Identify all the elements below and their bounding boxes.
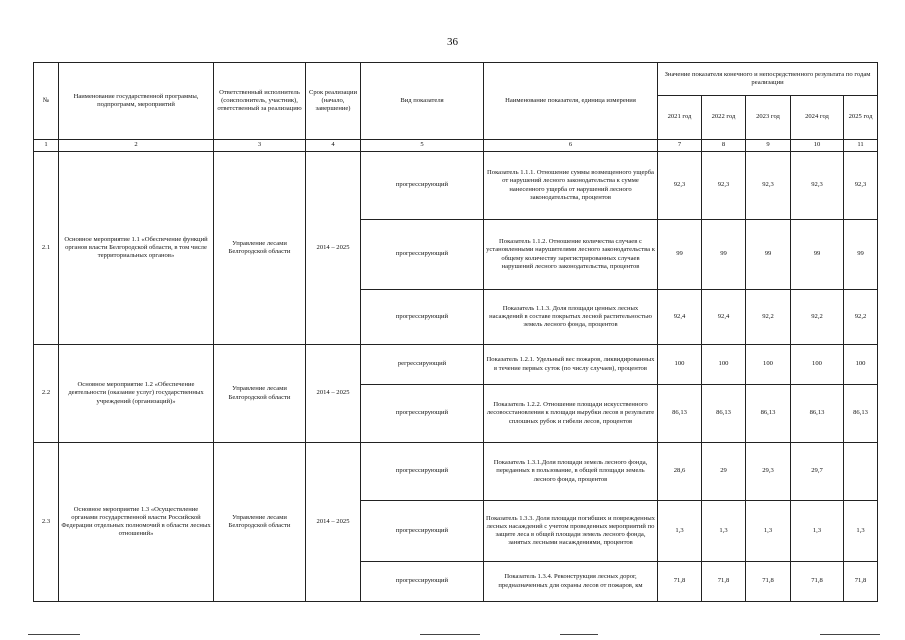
header-values-group: Значение показателя конечного и непосредственного результата по годам реализации <box>658 63 878 96</box>
value-2023: 92,2 <box>746 290 791 345</box>
header-type: Вид показателя <box>361 63 484 140</box>
indicator-name: Показатель 1.2.1. Удельный вес пожаров, ликвидированных в течение первых суток (по числу случаев), процентов <box>484 345 658 385</box>
indicator-type: прогрессирующий <box>361 385 484 443</box>
executor: Управление лесами Белгородской области <box>214 345 306 443</box>
table-row <box>34 443 878 501</box>
indicator-name: Показатель 1.3.3. Доля площади погибших и поврежденных лесных насаждений с учетом проведенных мероприятий по защите леса в общей площади земель лесного фонда, занятых лесными насаждениями, процентов <box>484 501 658 562</box>
value-2025: 92,3 <box>844 152 878 220</box>
column-number: 11 <box>844 140 878 152</box>
value-2024: 71,8 <box>791 562 844 602</box>
footer-rule <box>28 634 80 635</box>
value-2025: 100 <box>844 345 878 385</box>
value-2023: 99 <box>746 220 791 290</box>
header-program: Наименование государственной программы, подпрограмм, мероприятий <box>59 63 214 140</box>
value-2022: 71,8 <box>702 562 746 602</box>
header-indicator: Наименование показателя, единица измерения <box>484 63 658 140</box>
value-2024: 100 <box>791 345 844 385</box>
value-2025: 92,2 <box>844 290 878 345</box>
value-2024: 29,7 <box>791 443 844 501</box>
value-2025 <box>844 443 878 501</box>
value-2024: 86,13 <box>791 385 844 443</box>
footer-rule <box>420 634 480 635</box>
value-2022: 1,3 <box>702 501 746 562</box>
indicator-type: регрессирующий <box>361 345 484 385</box>
indicator-name: Показатель 1.1.3. Доля площади ценных лесных насаждений в составе покрытых лесной растительностью земель лесного фонда, процентов <box>484 290 658 345</box>
value-2022: 92,4 <box>702 290 746 345</box>
value-2023: 29,3 <box>746 443 791 501</box>
column-number: 2 <box>59 140 214 152</box>
value-2021: 86,13 <box>658 385 702 443</box>
column-number: 1 <box>34 140 59 152</box>
activity-name: Основное мероприятие 1.2 «Обеспечение деятельности (оказание услуг) государственных учреждений (организаций)» <box>59 345 214 443</box>
column-number: 3 <box>214 140 306 152</box>
table-row <box>34 345 878 385</box>
row-number: 2.3 <box>34 443 59 602</box>
value-2022: 29 <box>702 443 746 501</box>
header-year: 2023 год <box>746 96 791 140</box>
header-term: Срок реализации (начало, завершение) <box>306 63 361 140</box>
indicator-type: прогрессирующий <box>361 562 484 602</box>
header-row-1 <box>34 63 878 96</box>
value-2022: 99 <box>702 220 746 290</box>
row-number: 2.2 <box>34 345 59 443</box>
executor: Управление лесами Белгородской области <box>214 443 306 602</box>
value-2021: 100 <box>658 345 702 385</box>
value-2023: 86,13 <box>746 385 791 443</box>
indicator-type: прогрессирующий <box>361 220 484 290</box>
value-2025: 1,3 <box>844 501 878 562</box>
column-number-row <box>34 140 878 152</box>
value-2023: 92,3 <box>746 152 791 220</box>
value-2021: 92,3 <box>658 152 702 220</box>
value-2024: 1,3 <box>791 501 844 562</box>
header-executor: Ответственный исполнитель (соисполнитель, участник), ответственный за реализацию <box>214 63 306 140</box>
indicator-name: Показатель 1.3.4. Реконструкция лесных дорог, предназначенных для охраны лесов от пожаров, км <box>484 562 658 602</box>
header-year: 2022 год <box>702 96 746 140</box>
indicator-type: прогрессирующий <box>361 501 484 562</box>
table-row <box>34 152 878 220</box>
value-2021: 92,4 <box>658 290 702 345</box>
program-indicators-table <box>33 62 878 602</box>
column-number: 10 <box>791 140 844 152</box>
footer-rule <box>560 634 598 635</box>
indicator-name: Показатель 1.1.1. Отношение суммы возмещенного ущерба от нарушений лесного законодательства к сумме нанесенного ущерба от нарушений лесного законодательства, процентов <box>484 152 658 220</box>
column-number: 6 <box>484 140 658 152</box>
value-2021: 99 <box>658 220 702 290</box>
header-year: 2021 год <box>658 96 702 140</box>
executor: Управление лесами Белгородской области <box>214 152 306 345</box>
term: 2014 – 2025 <box>306 443 361 602</box>
term: 2014 – 2025 <box>306 152 361 345</box>
value-2021: 71,8 <box>658 562 702 602</box>
page-number: 36 <box>447 36 458 48</box>
value-2025: 71,8 <box>844 562 878 602</box>
indicator-type: прогрессирующий <box>361 443 484 501</box>
value-2021: 28,6 <box>658 443 702 501</box>
value-2024: 92,3 <box>791 152 844 220</box>
value-2022: 100 <box>702 345 746 385</box>
indicator-type: прогрессирующий <box>361 152 484 220</box>
term: 2014 – 2025 <box>306 345 361 443</box>
column-number: 4 <box>306 140 361 152</box>
value-2024: 99 <box>791 220 844 290</box>
value-2025: 86,13 <box>844 385 878 443</box>
row-number: 2.1 <box>34 152 59 345</box>
value-2024: 92,2 <box>791 290 844 345</box>
header-year: 2025 год <box>844 96 878 140</box>
column-number: 7 <box>658 140 702 152</box>
value-2023: 100 <box>746 345 791 385</box>
column-number: 8 <box>702 140 746 152</box>
header-year: 2024 год <box>791 96 844 140</box>
value-2023: 71,8 <box>746 562 791 602</box>
value-2021: 1,3 <box>658 501 702 562</box>
indicator-name: Показатель 1.1.2. Отношение количества случаев с установленными нарушителями лесного законодательства к общему количеству зарегистрированных случаев нарушений лесного законодательства, процентов <box>484 220 658 290</box>
column-number: 9 <box>746 140 791 152</box>
footer-rule <box>820 634 880 635</box>
header-num: № <box>34 63 59 140</box>
activity-name: Основное мероприятие 1.3 «Осуществление органами государственной власти Российской Федерации отдельных полномочий в области лесных отношений» <box>59 443 214 602</box>
value-2023: 1,3 <box>746 501 791 562</box>
activity-name: Основное мероприятие 1.1 «Обеспечение функций органов власти Белгородской области, в том числе территориальных органов» <box>59 152 214 345</box>
indicator-name: Показатель 1.3.1.Доля площади земель лесного фонда, переданных в пользование, в общей площади земель лесного фонда, процентов <box>484 443 658 501</box>
indicator-type: прогрессирующий <box>361 290 484 345</box>
indicator-name: Показатель 1.2.2. Отношение площади искусственного лесовосстановления к площади вырубки лесов в результате сплошных рубок и гибели лесов, процентов <box>484 385 658 443</box>
column-number: 5 <box>361 140 484 152</box>
value-2022: 92,3 <box>702 152 746 220</box>
value-2022: 86,13 <box>702 385 746 443</box>
value-2025: 99 <box>844 220 878 290</box>
